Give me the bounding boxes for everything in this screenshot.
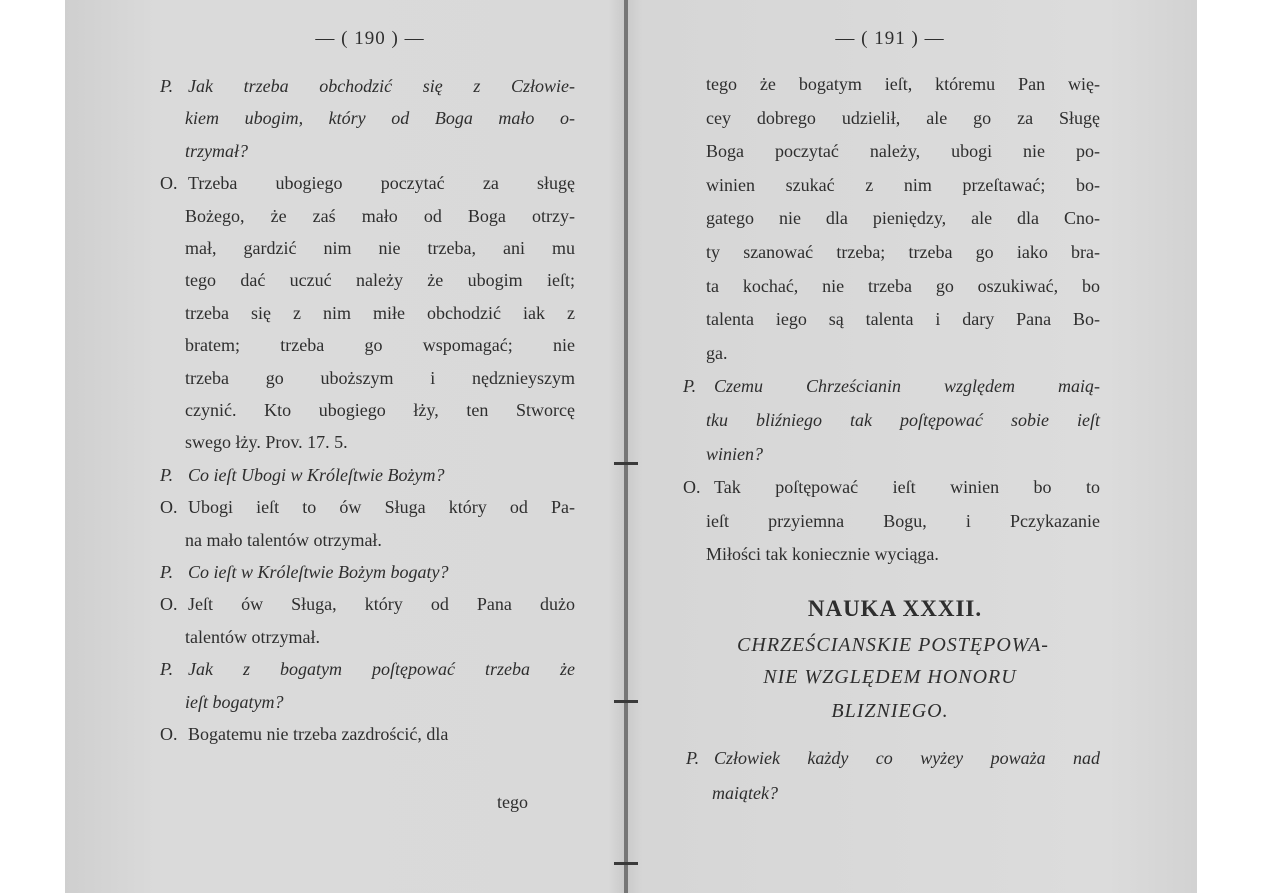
answer-text-line: gatego nie dla pieniędzy, ale dla Cno- (706, 208, 1100, 229)
question-text-line: kiem ubogim, który od Boga mało o- (185, 108, 575, 129)
book-gutter (624, 0, 628, 893)
question-text-line: trzymał? (185, 140, 248, 161)
answer-text-line: trzeba się z nim miłe obchodzić iak z (185, 302, 575, 323)
answer-text-line: swego łży. Prov. 17. 5. (185, 432, 348, 453)
question-text-line: Jak trzeba obchodzić się z Człowie- (188, 76, 575, 96)
section-title-line: CHRZEŚCIANSKIE POSTĘPOWA- (737, 634, 1049, 656)
question-label: P. (160, 562, 174, 582)
section-title-line: BLIZNIEGO. (831, 700, 949, 722)
answer-label: O. (160, 724, 178, 744)
binding-mark (614, 862, 638, 865)
answer-label: O. (160, 497, 178, 518)
answer-text-line: Trzeba ubogiego poczytać za sługę (188, 173, 575, 194)
answer-text-line: talentów otrzymał. (185, 626, 320, 647)
answer-text-line: Ubogi ieſt to ów Sługa który od Pa- (188, 497, 575, 518)
question-label: P. (160, 76, 174, 96)
answer-text-line: Boga poczytać należy, ubogi nie po- (706, 141, 1100, 162)
question-text-line: Czemu Chrześcianin względem maią- (714, 376, 1100, 397)
question-text-line: Co ieſt w Króleſtwie Bożym bogaty? (188, 562, 449, 582)
answer-text-line: mał, gardzić nim nie trzeba, ani mu (185, 238, 575, 258)
answer-label: O. (683, 477, 701, 498)
answer-text-line: cey dobrego udzielił, ale go za Sługę (706, 107, 1100, 128)
question-text-line: maiątek? (712, 783, 778, 803)
question-label: P. (160, 464, 174, 485)
answer-label: O. (160, 594, 178, 615)
page-number-header: — ( 190 ) — (315, 28, 425, 49)
answer-text-line: ta kochać, nie trzeba go oszukiwać, bo (706, 275, 1100, 296)
answer-text-line: talenta iego są talenta i dary Pana Bo- (706, 309, 1100, 330)
answer-text-line: tego że bogatym ieſt, któremu Pan wię- (706, 74, 1100, 94)
answer-label: O. (160, 173, 178, 194)
answer-text-line: Bogatemu nie trzeba zazdrościć, dla (188, 724, 449, 744)
answer-text-line: winien szukać z nim przeſtawać; bo- (706, 174, 1100, 195)
binding-mark (614, 462, 638, 465)
answer-text-line: trzeba go uboższym i nędznieyszym (185, 367, 575, 388)
section-number-heading: NAUKA XXXII. (807, 596, 983, 621)
answer-text-line: Bożego, że zaś mało od Boga otrzy- (185, 205, 575, 226)
question-label: P. (683, 376, 697, 397)
section-title-line: NIE WZGLĘDEM HONORU (763, 666, 1017, 688)
catchword: tego (497, 792, 528, 812)
answer-text-line: Tak poſtępować ieſt winien bo to (714, 477, 1100, 498)
answer-text-line: Miłości tak koniecznie wyciąga. (706, 544, 939, 565)
answer-text-line: na mało talentów otrzymał. (185, 529, 382, 550)
answer-text-line: czynić. Kto ubogiego łży, ten Stworcę (185, 400, 575, 420)
question-label: P. (686, 748, 700, 768)
answer-text-line: ty szanować trzeba; trzeba go iako bra- (706, 242, 1100, 262)
answer-text-line: ga. (706, 342, 728, 363)
page-number-header: — ( 191 ) — (835, 28, 945, 49)
question-text-line: Co ieſt Ubogi w Króleſtwie Bożym? (188, 464, 445, 485)
answer-text-line: Jeſt ów Sługa, który od Pana dużo (188, 594, 575, 615)
question-text-line: tku bliźniego tak poſtępować sobie ieſt (706, 410, 1100, 430)
question-text-line: ieſt bogatym? (185, 691, 284, 712)
binding-mark (614, 700, 638, 703)
question-text-line: Człowiek każdy co wyżey poważa nad (714, 748, 1100, 768)
question-text-line: Jak z bogatym poſtępować trzeba że (188, 659, 575, 680)
answer-text-line: ieſt przyiemna Bogu, i Pczykazanie (706, 510, 1100, 531)
answer-text-line: bratem; trzeba go wspomagać; nie (185, 335, 575, 356)
question-label: P. (160, 659, 174, 680)
answer-text-line: tego dać uczuć należy że ubogim ieſt; (185, 270, 575, 291)
question-text-line: winien? (706, 443, 763, 464)
